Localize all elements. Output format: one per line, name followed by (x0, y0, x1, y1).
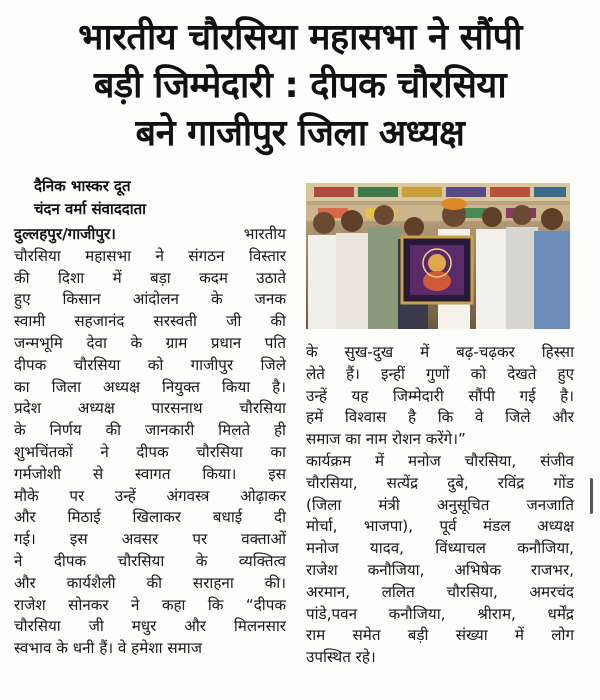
article-line: का जिला अध्यक्ष नियुक्त किया है। (14, 377, 286, 396)
article-column-left (14, 224, 286, 660)
article-line: राम समेत बड़ी संख्या में लोग (306, 626, 574, 645)
article-line: (जिला मंत्री अनुसूचित जनजाति (306, 495, 574, 514)
headline-line-2: बड़ी जिम्मेदारी : दीपक चौरसिया (93, 65, 507, 106)
page-edge-mark (590, 478, 593, 514)
event-photo (306, 183, 570, 329)
article-line: उन्हें यह जिम्मेदारी सौंपी गई है। (306, 386, 574, 405)
article-line: दुल्लहपुर/गाजीपुर। भारतीय (14, 225, 286, 243)
article-line: गई। इस अवसर पर वक्ताओं (14, 530, 286, 549)
article-line: कार्यक्रम में मनोज चौरसिया, संजीव (306, 451, 574, 470)
article-line: हुए किसान आंदोलन के जनक (14, 290, 286, 309)
article-line: चौरसिया जी मधुर और मिलनसार (14, 617, 286, 636)
article-line: राजेश कनौजिया, अभिषेक राजभर, (306, 560, 574, 579)
article-line: की दिशा में बड़ा कदम उठाते (14, 268, 286, 287)
article-line: गर्मजोशी से स्वागत किया। इस (14, 464, 286, 483)
article-line: मनोज यादव, विंध्याचल कनौजिया, (306, 539, 574, 558)
article-line: उपस्थित रहे। (306, 648, 376, 667)
dateline: दुल्लहपुर/गाजीपुर। (14, 225, 116, 243)
headline-line-3: बने गाजीपुर जिला अध्यक्ष (135, 113, 465, 154)
article-line: प्रदेश अध्यक्ष पारसनाथ चौरसिया (14, 399, 286, 418)
headline-line-1: भारतीय चौरसिया महासभा ने सौंपी (78, 17, 522, 58)
article-line: पांडे,पवन कनौजिया, श्रीराम, धर्मेंद्र (306, 604, 574, 623)
article-column-right (306, 342, 574, 669)
article-line: और मिठाई खिलाकर बधाई दी (14, 508, 286, 527)
article-line: और कार्यशैली की सराहना की। (14, 573, 286, 592)
article-line: के सुख-दुख में बढ़-चढ़कर हिस्सा (306, 343, 574, 361)
article-line: राजेश सोनकर ने कहा कि “दीपक (14, 595, 286, 614)
article-line: जन्मभूमि देवा के ग्राम प्रधान पति (14, 333, 286, 352)
article-line: अरमान, ललित चौरसिया, अमरचंद (306, 582, 574, 601)
article-line: के निर्णय की जानकारी मिलते ही (14, 421, 286, 440)
article-line: हमें विश्वास है कि वे जिले और (306, 408, 574, 427)
byline-agency: दैनिक भास्कर दूत (34, 177, 131, 195)
article-line: समाज का नाम रोशन करेंगे।” (306, 430, 466, 449)
article-line: चौरसिया, सत्येंद्र दुबे, रविंद्र गोंड (306, 473, 574, 492)
article-line: चौरसिया महासभा ने संगठन विस्तार (14, 246, 286, 265)
article-line: लेते हैं। इन्हीं गुणों को देखते हुए (306, 364, 574, 383)
article-line: स्वामी सहजानंद सरस्वती जी की (14, 312, 286, 331)
article-line: दीपक चौरसिया को गाजीपुर जिले (14, 355, 286, 374)
article-line: मौके पर उन्हें अंगवस्त्र ओढ़ाकर (14, 486, 286, 505)
headline (0, 14, 600, 158)
article-line: ने दीपक चौरसिया के व्यक्तित्व (14, 551, 286, 570)
byline-reporter: चंदन वर्मा संवाददाता (34, 200, 147, 218)
article-line: मोर्चा, भाजपा), पूर्व मंडल अध्यक्ष (306, 517, 574, 536)
article-line: शुभचिंतकों ने दीपक चौरसिया का (14, 442, 286, 461)
article-line: स्वभाव के धनी हैं। वे हमेशा समाज (14, 639, 202, 658)
